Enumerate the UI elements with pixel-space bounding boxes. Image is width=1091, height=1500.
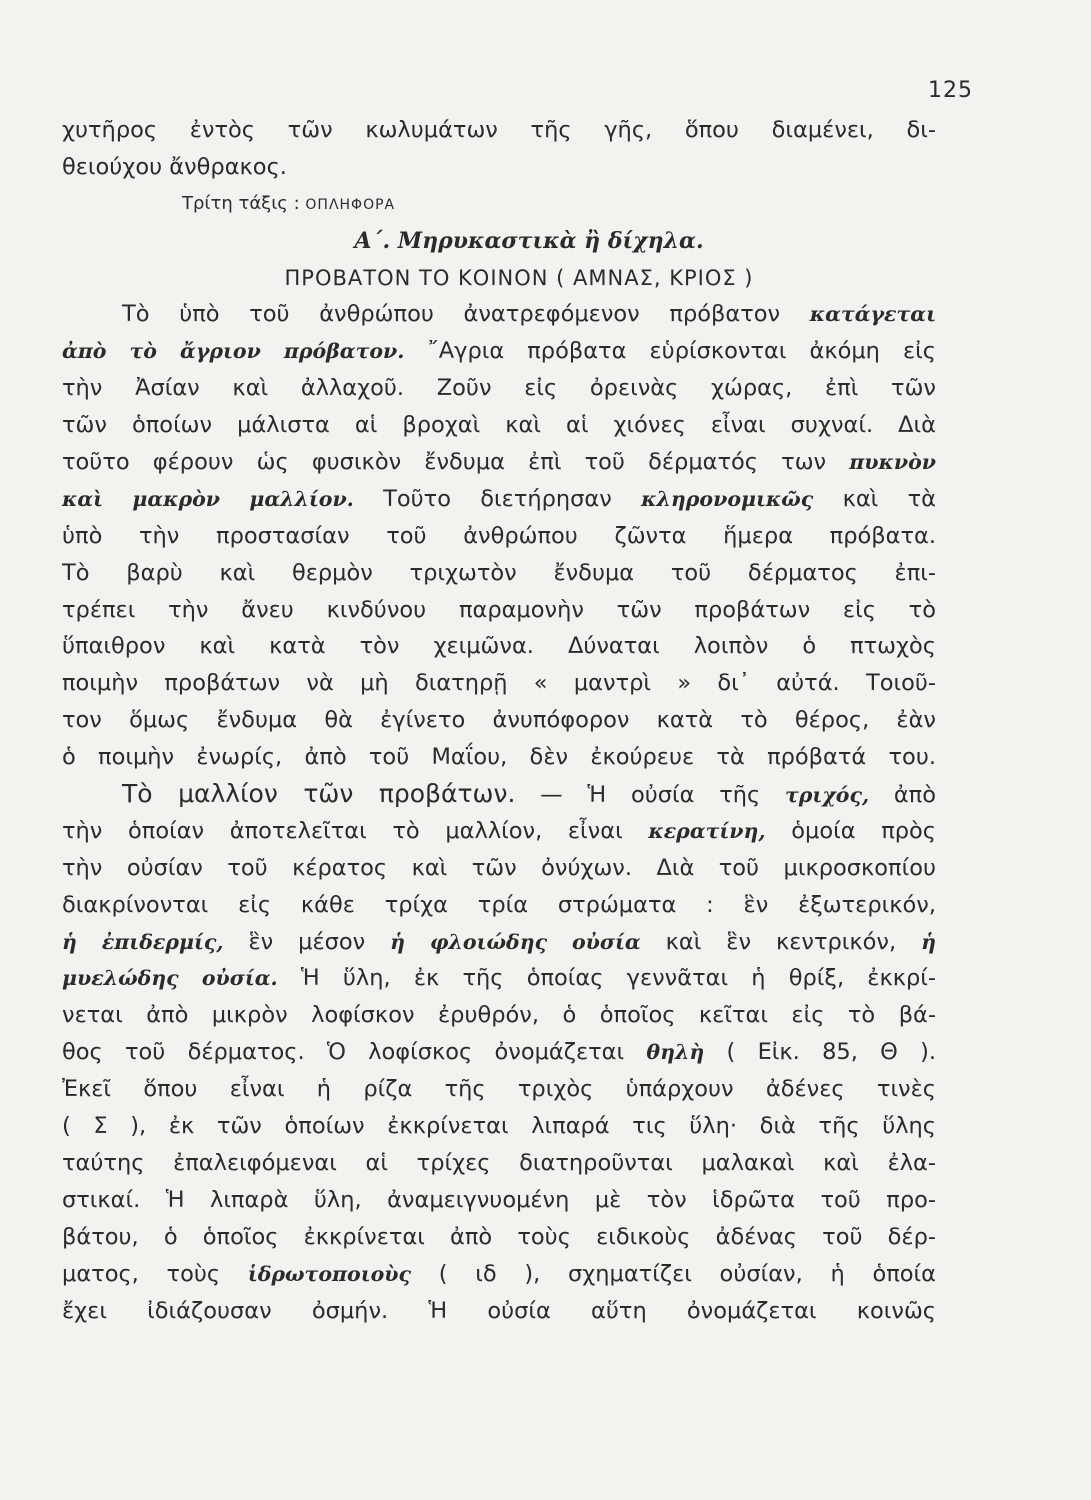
text-run: τοῦτο φέρουν ὡς φυσικὸν ἔνδυμα ἐπὶ τοῦ δέρματός των — [62, 449, 827, 476]
order-name: ΟΠΛΗΦΟΡΑ — [305, 196, 396, 213]
page-body — [62, 112, 936, 1329]
text-line: ποιμὴν προβάτων νὰ μὴ διατηρῇ « μαντρὶ » δι᾿ αὐτά. Τοιοῦ- — [62, 670, 936, 697]
emphasis-run: πυκνὸν — [849, 450, 936, 475]
emphasis-run: ἱδρωτοποιοὺς — [247, 1261, 412, 1286]
text-run: ὁμοία πρὸς — [791, 817, 937, 844]
emphasis-run: μυελώδης οὐσία. — [62, 966, 278, 991]
text-run: θος τοῦ δέρματος. Ὁ λοφίσκος ὀνομάζεται — [62, 1039, 625, 1066]
emphasis-run: θηλὴ — [646, 1040, 705, 1065]
text-line — [62, 1256, 936, 1293]
text-line — [62, 444, 936, 481]
text-line — [62, 776, 936, 813]
text-run: Τοῦτο διετήρησαν — [383, 485, 612, 512]
group-heading: Α΄. Μηρυκαστικὰ ἢ δίχηλα. — [354, 227, 704, 254]
text-run: ( ιδ ), σχηματίζει οὐσίαν, ἡ ὁποία — [438, 1260, 936, 1287]
page-number: 125 — [928, 78, 973, 103]
text-line: θειούχου ἄνθρακος. — [62, 153, 287, 180]
text-line — [62, 813, 936, 850]
text-line: ὑπὸ τὴν προστασίαν τοῦ ἀνθρώπου ζῶντα ἥμερα πρόβατα. — [62, 522, 936, 549]
text-run: καὶ ἓν κεντρικόν, — [665, 928, 897, 955]
text-run: ἀπὸ — [893, 782, 936, 809]
text-run: — Ἡ οὐσία τῆς — [540, 782, 761, 809]
emphasis-run: ἡ φλοιώδης οὐσία — [390, 929, 641, 954]
text-run: Τὸ ὑπὸ τοῦ ἀνθρώπου ἀνατρεφόμενον πρόβατον — [122, 301, 781, 328]
text-line: τὴν Ἀσίαν καὶ ἀλλαχοῦ. Ζοῦν εἰς ὀρεινὰς χώρας, ἐπὶ τῶν — [62, 375, 936, 402]
text-run: καὶ τὰ — [842, 485, 936, 512]
text-line: τὴν οὐσίαν τοῦ κέρατος καὶ τῶν ὀνύχων. Διὰ τοῦ μικροσκοπίου — [62, 854, 936, 881]
text-line: νεται ἀπὸ μικρὸν λοφίσκον ἐρυθρόν, ὁ ὁποῖος κεῖται εἰς τὸ βά- — [62, 1002, 936, 1029]
text-line: τρέπει τὴν ἄνευ κινδύνου παραμονὴν τῶν προβάτων εἰς τὸ — [62, 596, 936, 623]
emphasis-run: κατάγεται — [809, 302, 936, 327]
text-line — [62, 924, 936, 961]
emphasis-run: τριχός, — [784, 783, 870, 808]
paragraph-heading: Τὸ μαλλίον τῶν προβάτων. — [122, 779, 516, 809]
text-run: ( Εἰκ. 85, Θ ). — [726, 1039, 937, 1066]
order-heading — [62, 186, 936, 223]
text-line: βάτου, ὁ ὁποῖος ἐκκρίνεται ἀπὸ τοὺς ειδικοὺς ἀδένας τοῦ δέρ- — [62, 1223, 936, 1250]
species-heading: ΠΡΟΒΑΤΟΝ ΤΟ ΚΟΙΝΟΝ ( ΑΜΝΑΣ, ΚΡΙΟΣ ) — [284, 265, 754, 290]
text-line — [62, 960, 936, 997]
emphasis-run: ἡ — [921, 929, 936, 954]
text-line: χυτῆρος ἐντὸς τῶν κωλυμάτων τῆς γῆς, ὅπου διαμένει, δι- — [62, 117, 936, 143]
text-line: στικαί. Ἡ λιπαρὰ ὕλη, ἀναμειγνυομένη μὲ τὸν ἱδρῶτα τοῦ προ- — [62, 1186, 936, 1213]
text-line: διακρίνονται εἰς κάθε τρίχα τρία στρώματα : ἓν ἐξωτερικόν, — [62, 891, 936, 918]
text-line — [62, 296, 936, 333]
text-line: ὕπαιθρον καὶ κατὰ τὸν χειμῶνα. Δύναται λοιπὸν ὁ πτωχὸς — [62, 633, 936, 660]
text-run: Ἡ ὕλη, ἐκ τῆς ὁποίας γεννᾶται ἡ θρίξ, ἐκκρί- — [300, 965, 937, 992]
text-line: ταύτης ἐπαλειφόμεναι αἱ τρίχες διατηροῦνται μαλακαὶ καὶ ἐλα- — [62, 1149, 936, 1176]
order-prefix: Τρίτη τάξις : — [182, 192, 300, 214]
text-line — [62, 333, 936, 370]
text-line — [62, 481, 936, 518]
text-line: ( Σ ), ἐκ τῶν ὁποίων ἐκκρίνεται λιπαρά τις ὕλη· διὰ τῆς ὕλης — [62, 1113, 936, 1140]
text-run: ῎Αγρια πρόβατα εὑρίσκονται ἀκόμη εἰς — [427, 338, 937, 365]
text-line — [62, 1034, 936, 1071]
text-line: ὁ ποιμὴν ἐνωρίς, ἀπὸ τοῦ Μαΐου, δὲν ἐκούρευε τὰ πρόβατά του. — [62, 744, 936, 771]
text-line: τῶν ὁποίων μάλιστα αἱ βροχαὶ καὶ αἱ χιόνες εἶναι συχναί. Διὰ — [62, 412, 936, 439]
text-line: Τὸ βαρὺ καὶ θερμὸν τριχωτὸν ἔνδυμα τοῦ δέρματος ἐπι- — [62, 559, 936, 586]
emphasis-run: ἀπὸ τὸ ἄγριον πρόβατον. — [62, 339, 405, 364]
emphasis-run: ἡ ἐπιδερμίς, — [62, 929, 224, 954]
text-run: ἓν μέσον — [248, 928, 366, 955]
emphasis-run: καὶ μακρὸν μαλλίον. — [62, 486, 354, 511]
text-line: τον ὅμως ἔνδυμα θὰ ἐγίνετο ἀνυπόφορον κατὰ τὸ θέρος, ἐὰν — [62, 707, 936, 734]
text-run: ματος, τοὺς — [62, 1260, 221, 1287]
text-line: Ἐκεῖ ὅπου εἶναι ἡ ρίζα τῆς τριχὸς ὑπάρχουν ἀδένες τινὲς — [62, 1076, 936, 1103]
text-line: ἔχει ἰδιάζουσαν ὀσμήν. Ἡ οὐσία αὕτη ὀνομάζεται κοινῶς — [62, 1297, 936, 1324]
emphasis-run: κερατίνη, — [648, 818, 766, 843]
text-run: τὴν ὁποίαν ἀποτελεῖται τὸ μαλλίον, εἶναι — [62, 817, 623, 844]
emphasis-run: κληρονομικῶς — [641, 486, 814, 511]
